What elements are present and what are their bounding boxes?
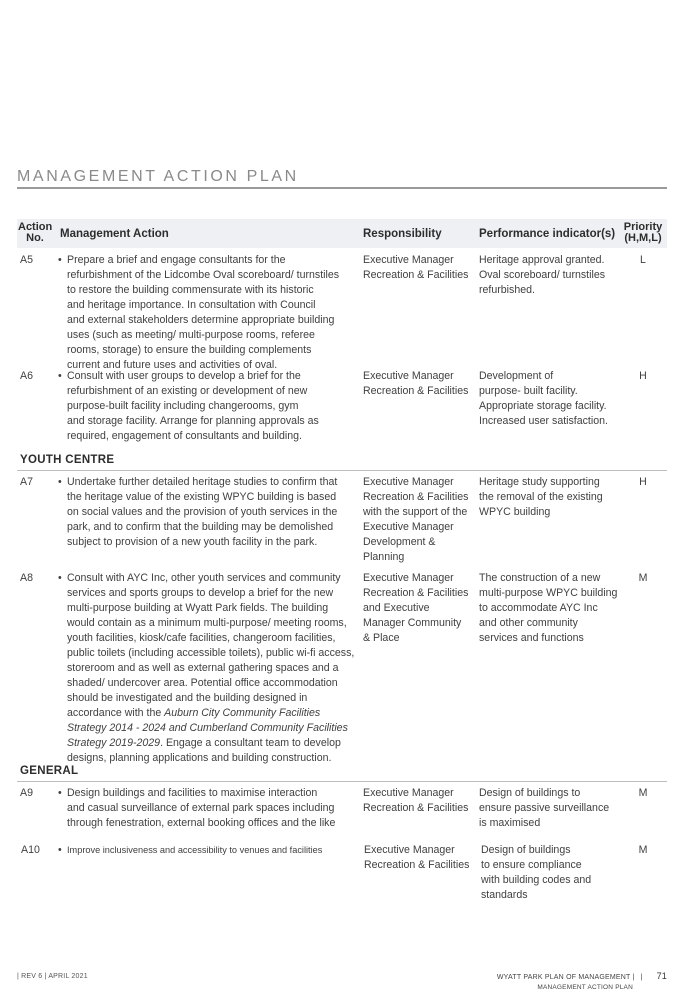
performance-text: Heritage study supporting the removal of the existing WPYC building [479, 476, 603, 518]
section-heading-youth-centre: YOUTH CENTRE [20, 454, 115, 466]
header-management-action: Management Action [60, 228, 169, 240]
responsibility-text: Executive Manager Recreation & Facilities [363, 254, 469, 281]
priority-value: H [639, 476, 647, 488]
priority-value: H [639, 370, 647, 382]
action-number: A8 [20, 572, 33, 584]
header-action-no: Action No. [18, 221, 53, 244]
action-number: A6 [20, 370, 33, 382]
performance-text: Design of buildings to ensure compliance with building codes and standards [481, 844, 592, 901]
action-number: A10 [21, 844, 40, 856]
footer-subtitle: MANAGEMENT ACTION PLAN [537, 984, 633, 991]
action-number: A9 [20, 787, 33, 799]
responsibility-text: Executive Manager Recreation & Facilities and Executive Manager Community & Place [363, 572, 469, 644]
action-text: • Prepare a brief and engage consultants for the refurbishment of the Lidcombe Oval scoreboard/ turnstiles to restore the building commensurate with its historic and heritage importance. In consultation with Council and external stakeholders determine appropriate building uses (such as meeting/ multi-purpose rooms, referee rooms, storage) to ensure the building complements current and future uses and activities of oval. [58, 254, 340, 371]
responsibility-text: Executive Manager Recreation & Facilities [363, 370, 469, 397]
performance-text: Heritage approval granted. Oval scoreboard/ turnstiles refurbished. [479, 254, 606, 296]
footer-separator: | [640, 974, 643, 981]
performance-text: Design of buildings to ensure passive surveillance is maximised [479, 787, 610, 829]
action-text: • Undertake further detailed heritage studies to confirm that the heritage value of the existing WPYC building is based on social values and the provision of youth services in the park, and to confirm that the building may be demolished subject to provision of a new youth facility in the park. [58, 476, 338, 548]
action-text: • Consult with user groups to develop a brief for the refurbishment of an existing or development of new purpose-built facility including changerooms, gym and storage facility. Arrange for planning approvals as required, engagement of consultants and building. [58, 370, 319, 442]
responsibility-text: Executive Manager Recreation & Facilities [364, 844, 470, 871]
priority-value: M [638, 787, 648, 799]
priority-value: L [640, 254, 646, 266]
action-number: A5 [20, 254, 33, 266]
priority-value: M [638, 844, 648, 856]
responsibility-text: Executive Manager Recreation & Facilities [363, 787, 469, 814]
action-text: • Design buildings and facilities to maximise interaction and casual surveillance of external park spaces including through fenestration, external booking offices and the like [58, 787, 336, 829]
action-number: A7 [20, 476, 33, 488]
action-text: • Improve inclusiveness and accessibility to venues and facilities [58, 844, 323, 856]
header-responsibility: Responsibility [363, 228, 442, 240]
header-priority: Priority (H,M,L) [623, 221, 663, 244]
responsibility-text: Executive Manager Recreation & Facilities with the support of the Executive Manager Development & Planning [363, 476, 469, 563]
footer-revision: | REV 6 | APRIL 2021 [17, 973, 88, 980]
page-title: MANAGEMENT ACTION PLAN [17, 168, 299, 185]
footer-title: WYATT PARK PLAN OF MANAGEMENT | [496, 974, 635, 981]
action-text: • Consult with AYC Inc, other youth services and community services and sports groups to develop a brief for the new multi-purpose building at Wyatt Park fields. The building would contain as a minimum multi-purpose/ meeting rooms, youth facilities, kiosk/cafe facilities, changeroom facilities, public toilets (including accessible toilets), public wi-fi access, storeroom and as well as external gathering spaces and a shaded/ undercover area. Potential office accommodation should be investigated and the building designed in accordance with the Auburn City Community Facilities Strategy 2014 - 2024 and Cumberland Community Facilities Strategy 2019-2029. Engage a consultant team to develop designs, planning applications and building construction. [58, 572, 355, 764]
performance-text: The construction of a new multi-purpose WPYC building to accommodate AYC Inc and other community services and functions [479, 572, 618, 644]
header-performance: Performance indicator(s) [479, 228, 616, 240]
section-heading-general: GENERAL [20, 765, 79, 777]
page-number: 71 [656, 971, 667, 981]
title-rule [17, 187, 667, 189]
section-rule [17, 781, 667, 782]
priority-value: M [638, 572, 648, 584]
section-rule [17, 470, 667, 471]
performance-text: Development of purpose- built facility. Appropriate storage facility. Increased user satisfaction. [479, 370, 608, 427]
